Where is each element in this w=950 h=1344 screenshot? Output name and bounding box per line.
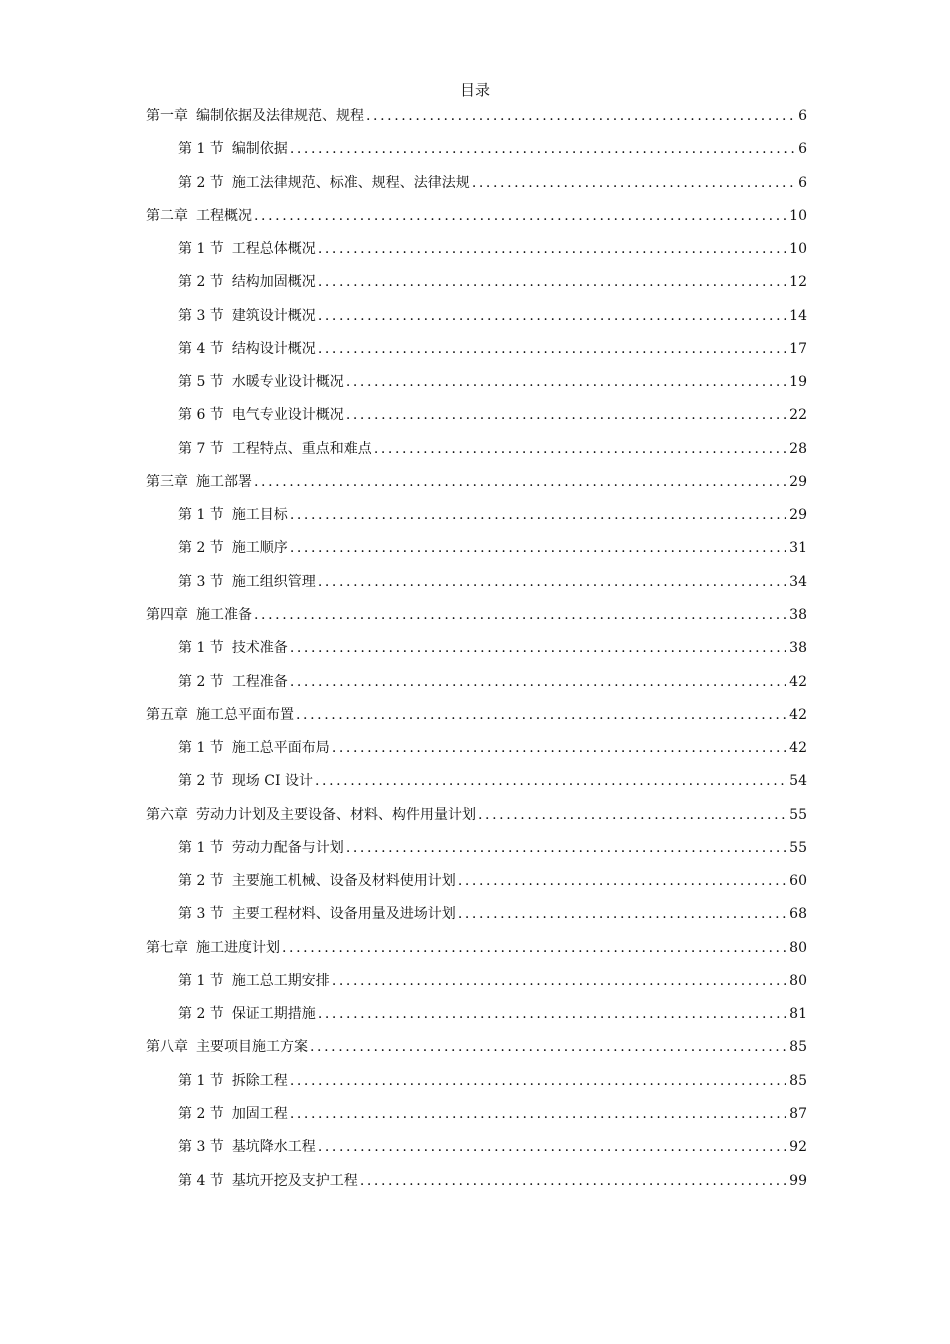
toc-dot-leader bbox=[374, 439, 786, 459]
toc-page-number: 28 bbox=[789, 440, 807, 457]
toc-entry-text: 工程特点、重点和难点 bbox=[231, 440, 372, 457]
toc-entry-label bbox=[146, 938, 280, 958]
toc-entry-number: 第三章 bbox=[146, 473, 188, 490]
toc-entry-section[interactable] bbox=[146, 505, 807, 538]
toc-entry-text: 保证工期措施 bbox=[231, 1006, 316, 1023]
toc-page-number: 10 bbox=[789, 207, 807, 224]
toc-entry-section[interactable] bbox=[146, 306, 807, 339]
toc-page-number: 29 bbox=[789, 507, 807, 524]
toc-entry-number: 第 4 节 bbox=[178, 340, 224, 357]
toc-entry-number: 第八章 bbox=[146, 1039, 188, 1056]
toc-page-number: 38 bbox=[789, 606, 807, 623]
toc-entry-number: 第 2 节 bbox=[178, 773, 224, 790]
toc-entry-section[interactable] bbox=[146, 272, 807, 305]
toc-page-number: 6 bbox=[798, 141, 807, 158]
toc-entry-text: 基坑开挖及支护工程 bbox=[231, 1172, 358, 1189]
toc-entry-label bbox=[146, 472, 252, 492]
toc-entry-section[interactable] bbox=[146, 173, 807, 206]
toc-entry-label bbox=[178, 971, 330, 991]
toc-entry-number: 第 6 节 bbox=[178, 407, 224, 424]
toc-dot-leader bbox=[360, 1171, 786, 1191]
toc-page-number: 6 bbox=[798, 108, 807, 124]
toc-entry-text: 施工组织管理 bbox=[231, 573, 316, 590]
toc-page-number: 80 bbox=[789, 972, 807, 989]
toc-entry-label bbox=[178, 738, 330, 758]
toc-entry-chapter[interactable] bbox=[146, 1037, 807, 1070]
toc-dot-leader bbox=[254, 472, 786, 492]
toc-page-number: 38 bbox=[789, 640, 807, 657]
toc-dot-leader bbox=[318, 572, 786, 592]
toc-entry-section[interactable] bbox=[146, 638, 807, 671]
toc-dot-leader bbox=[290, 1071, 786, 1091]
toc-entry-chapter[interactable] bbox=[146, 805, 807, 838]
toc-entry-number: 第 4 节 bbox=[178, 1172, 224, 1189]
toc-entry-text: 水暖专业设计概况 bbox=[231, 374, 344, 391]
toc-entry-section[interactable] bbox=[146, 871, 807, 904]
toc-entry-label bbox=[178, 838, 344, 858]
toc-entry-text: 主要项目施工方案 bbox=[196, 1039, 308, 1056]
toc-dot-leader bbox=[282, 938, 786, 958]
toc-page-number: 42 bbox=[789, 673, 807, 690]
toc-entry-number: 第 3 节 bbox=[178, 573, 224, 590]
toc-entry-section[interactable] bbox=[146, 372, 807, 405]
toc-entry-label bbox=[178, 904, 456, 924]
toc-dot-leader bbox=[290, 538, 786, 558]
toc-entry-text: 工程概况 bbox=[196, 207, 252, 224]
toc-entry-text: 施工顺序 bbox=[231, 540, 288, 557]
toc-entry-text: 施工总平面布局 bbox=[231, 740, 330, 757]
toc-entry-number: 第五章 bbox=[146, 706, 188, 723]
toc-entry-section[interactable] bbox=[146, 971, 807, 1004]
toc-entry-section[interactable] bbox=[146, 239, 807, 272]
toc-entry-number: 第 2 节 bbox=[178, 540, 224, 557]
toc-entry-number: 第 1 节 bbox=[178, 972, 224, 989]
toc-page-number: 29 bbox=[789, 473, 807, 490]
toc-entry-text: 施工总工期安排 bbox=[231, 972, 330, 989]
toc-entry-section[interactable] bbox=[146, 771, 807, 804]
toc-entry-label bbox=[146, 605, 252, 625]
toc-entry-label bbox=[178, 439, 372, 459]
toc-entry-number: 第 1 节 bbox=[178, 839, 224, 856]
toc-page-number: 99 bbox=[789, 1172, 807, 1189]
toc-entry-text: 结构加固概况 bbox=[231, 274, 316, 291]
toc-entry-label bbox=[178, 1104, 288, 1124]
toc-entry-section[interactable] bbox=[146, 738, 807, 771]
toc-entry-label bbox=[178, 339, 316, 359]
toc-dot-leader bbox=[290, 1104, 786, 1124]
toc-page-number: 54 bbox=[789, 773, 807, 790]
toc-entry-section[interactable] bbox=[146, 538, 807, 571]
toc-entry-chapter[interactable] bbox=[146, 472, 807, 505]
toc-page-number: 19 bbox=[789, 374, 807, 391]
toc-entry-label bbox=[178, 871, 456, 891]
toc-page-number: 87 bbox=[789, 1105, 807, 1122]
toc-entry-number: 第 1 节 bbox=[178, 640, 224, 657]
toc-entry-text: 加固工程 bbox=[231, 1105, 288, 1122]
toc-entry-section[interactable] bbox=[146, 405, 807, 438]
toc-entry-label bbox=[178, 372, 344, 392]
toc-dot-leader bbox=[318, 339, 786, 359]
toc-entry-number: 第 2 节 bbox=[178, 1006, 224, 1023]
toc-dot-leader bbox=[254, 206, 786, 226]
toc-page-number: 22 bbox=[789, 407, 807, 424]
toc-entry-text: 施工法律规范、标准、规程、法律法规 bbox=[231, 174, 470, 191]
toc-entry-section[interactable] bbox=[146, 672, 807, 705]
toc-dot-leader bbox=[290, 638, 786, 658]
toc-entry-label bbox=[146, 206, 252, 226]
toc-dot-leader bbox=[346, 838, 786, 858]
toc-page-number: 14 bbox=[789, 307, 807, 324]
toc-entry-chapter[interactable] bbox=[146, 106, 807, 139]
toc-entry-number: 第 1 节 bbox=[178, 241, 224, 258]
toc-entry-label bbox=[178, 638, 288, 658]
toc-entry-label bbox=[178, 771, 313, 791]
toc-dot-leader bbox=[458, 904, 786, 924]
toc-entry-label bbox=[146, 1037, 308, 1057]
toc-dot-leader bbox=[332, 738, 786, 758]
toc-dot-leader bbox=[318, 239, 786, 259]
toc-entry-number: 第 3 节 bbox=[178, 1139, 224, 1156]
toc-entry-text: 建筑设计概况 bbox=[231, 307, 316, 324]
toc-entry-number: 第四章 bbox=[146, 606, 188, 623]
toc-entry-text: 技术准备 bbox=[231, 640, 288, 657]
toc-dot-leader bbox=[318, 272, 786, 292]
toc-entry-number: 第 1 节 bbox=[178, 740, 224, 757]
toc-title: 目录 bbox=[459, 81, 490, 99]
toc-dot-leader bbox=[290, 505, 786, 525]
toc-page-number: 85 bbox=[789, 1072, 807, 1089]
toc-entry-number: 第二章 bbox=[146, 207, 188, 224]
toc-entry-label bbox=[178, 405, 344, 425]
toc-entry-label bbox=[146, 705, 294, 725]
toc-page-number: 34 bbox=[789, 573, 807, 590]
toc-dot-leader bbox=[254, 605, 786, 625]
toc-entry-chapter[interactable] bbox=[146, 938, 807, 971]
toc-dot-leader bbox=[315, 771, 786, 791]
toc-entry-label bbox=[178, 505, 288, 525]
toc-entry-text: 编制依据及法律规范、规程 bbox=[196, 108, 364, 124]
toc-entry-section[interactable] bbox=[146, 1071, 807, 1104]
toc-entry-text: 主要工程材料、设备用量及进场计划 bbox=[231, 906, 456, 923]
toc-entry-number: 第 3 节 bbox=[178, 906, 224, 923]
toc-entry-text: 拆除工程 bbox=[231, 1072, 288, 1089]
toc-entry-label bbox=[178, 572, 316, 592]
toc-entry-text: 施工部署 bbox=[196, 473, 252, 490]
toc-entry-number: 第 5 节 bbox=[178, 374, 224, 391]
toc-entry-number: 第 1 节 bbox=[178, 141, 224, 158]
toc-entry-chapter[interactable] bbox=[146, 206, 807, 239]
toc-entry-section[interactable] bbox=[146, 139, 807, 172]
toc-dot-leader bbox=[290, 672, 786, 692]
toc-page-number: 85 bbox=[789, 1039, 807, 1056]
toc-page-number: 17 bbox=[789, 340, 807, 357]
toc-entry-number: 第 2 节 bbox=[178, 274, 224, 291]
toc-entry-number: 第 2 节 bbox=[178, 873, 224, 890]
toc-entry-number: 第七章 bbox=[146, 939, 188, 956]
toc-entry-text: 劳动力配备与计划 bbox=[231, 839, 344, 856]
toc-entry-text: 施工目标 bbox=[231, 507, 288, 524]
toc-dot-leader bbox=[478, 805, 786, 825]
toc-entry-text: 结构设计概况 bbox=[231, 340, 316, 357]
toc-dot-leader bbox=[346, 372, 786, 392]
toc-page-number: 68 bbox=[789, 906, 807, 923]
toc-entry-label bbox=[178, 1171, 358, 1191]
toc-page-number: 42 bbox=[789, 706, 807, 723]
toc-page-number: 80 bbox=[789, 939, 807, 956]
toc-entry-number: 第 3 节 bbox=[178, 307, 224, 324]
toc-entry-text: 劳动力计划及主要设备、材料、构件用量计划 bbox=[196, 806, 476, 823]
toc-page-number: 92 bbox=[789, 1139, 807, 1156]
toc-entry-section[interactable] bbox=[146, 439, 807, 472]
toc-entry-text: 施工总平面布置 bbox=[196, 706, 294, 723]
toc-entry-section[interactable] bbox=[146, 904, 807, 937]
toc-page-number: 81 bbox=[789, 1006, 807, 1023]
toc-entry-label bbox=[146, 106, 364, 126]
toc-entry-label bbox=[178, 139, 288, 159]
toc-entry-number: 第六章 bbox=[146, 806, 188, 823]
toc-entry-section[interactable] bbox=[146, 339, 807, 372]
toc-dot-leader bbox=[458, 871, 786, 891]
toc-page-number: 55 bbox=[789, 839, 807, 856]
toc-entry-number: 第 2 节 bbox=[178, 673, 224, 690]
toc-entry-section[interactable] bbox=[146, 1137, 807, 1170]
toc-entry-text: 施工准备 bbox=[196, 606, 252, 623]
toc-dot-leader bbox=[318, 306, 786, 326]
toc-dot-leader bbox=[346, 405, 786, 425]
toc-entry-label bbox=[146, 805, 476, 825]
toc-dot-leader bbox=[296, 705, 786, 725]
toc-dot-leader bbox=[318, 1004, 786, 1024]
toc-entry-section[interactable] bbox=[146, 572, 807, 605]
toc-entry-label bbox=[178, 538, 288, 558]
toc-entry-label bbox=[178, 239, 316, 259]
toc-entry-number: 第 7 节 bbox=[178, 440, 224, 457]
toc-dot-leader bbox=[472, 173, 795, 193]
toc-entry-number: 第 1 节 bbox=[178, 1072, 224, 1089]
toc-entry-section[interactable] bbox=[146, 1171, 807, 1204]
toc-entry-section[interactable] bbox=[146, 838, 807, 871]
toc-entry-label bbox=[178, 1004, 316, 1024]
toc-entry-label bbox=[178, 1137, 316, 1157]
toc-entry-chapter[interactable] bbox=[146, 705, 807, 738]
toc-page-number: 10 bbox=[789, 241, 807, 258]
table-of-contents bbox=[146, 106, 807, 1204]
toc-dot-leader bbox=[332, 971, 786, 991]
toc-entry-chapter[interactable] bbox=[146, 605, 807, 638]
toc-entry-text: 施工进度计划 bbox=[196, 939, 280, 956]
toc-dot-leader bbox=[290, 139, 795, 159]
toc-page-number: 12 bbox=[789, 274, 807, 291]
toc-entry-text: 编制依据 bbox=[231, 141, 288, 158]
toc-entry-text: 现场 CI 设计 bbox=[231, 773, 313, 790]
toc-entry-section[interactable] bbox=[146, 1004, 807, 1037]
toc-entry-text: 主要施工机械、设备及材料使用计划 bbox=[231, 873, 456, 890]
toc-entry-number: 第 1 节 bbox=[178, 507, 224, 524]
toc-dot-leader bbox=[318, 1137, 786, 1157]
toc-entry-label bbox=[178, 672, 288, 692]
toc-page-number: 6 bbox=[798, 174, 807, 191]
toc-entry-text: 基坑降水工程 bbox=[231, 1139, 316, 1156]
toc-entry-section[interactable] bbox=[146, 1104, 807, 1137]
toc-entry-label bbox=[178, 173, 470, 193]
toc-entry-text: 工程准备 bbox=[231, 673, 288, 690]
toc-page-number: 42 bbox=[789, 740, 807, 757]
toc-entry-text: 工程总体概况 bbox=[231, 241, 316, 258]
toc-entry-text: 电气专业设计概况 bbox=[231, 407, 344, 424]
toc-entry-number: 第 2 节 bbox=[178, 1105, 224, 1122]
toc-page-number: 31 bbox=[789, 540, 807, 557]
toc-entry-number: 第 2 节 bbox=[178, 174, 224, 191]
toc-page-number: 60 bbox=[789, 873, 807, 890]
toc-page-number: 55 bbox=[789, 806, 807, 823]
toc-dot-leader bbox=[366, 106, 795, 126]
toc-entry-label bbox=[178, 1071, 288, 1091]
toc-dot-leader bbox=[310, 1037, 786, 1057]
toc-entry-label bbox=[178, 272, 316, 292]
toc-entry-number: 第一章 bbox=[146, 108, 188, 124]
toc-entry-label bbox=[178, 306, 316, 326]
